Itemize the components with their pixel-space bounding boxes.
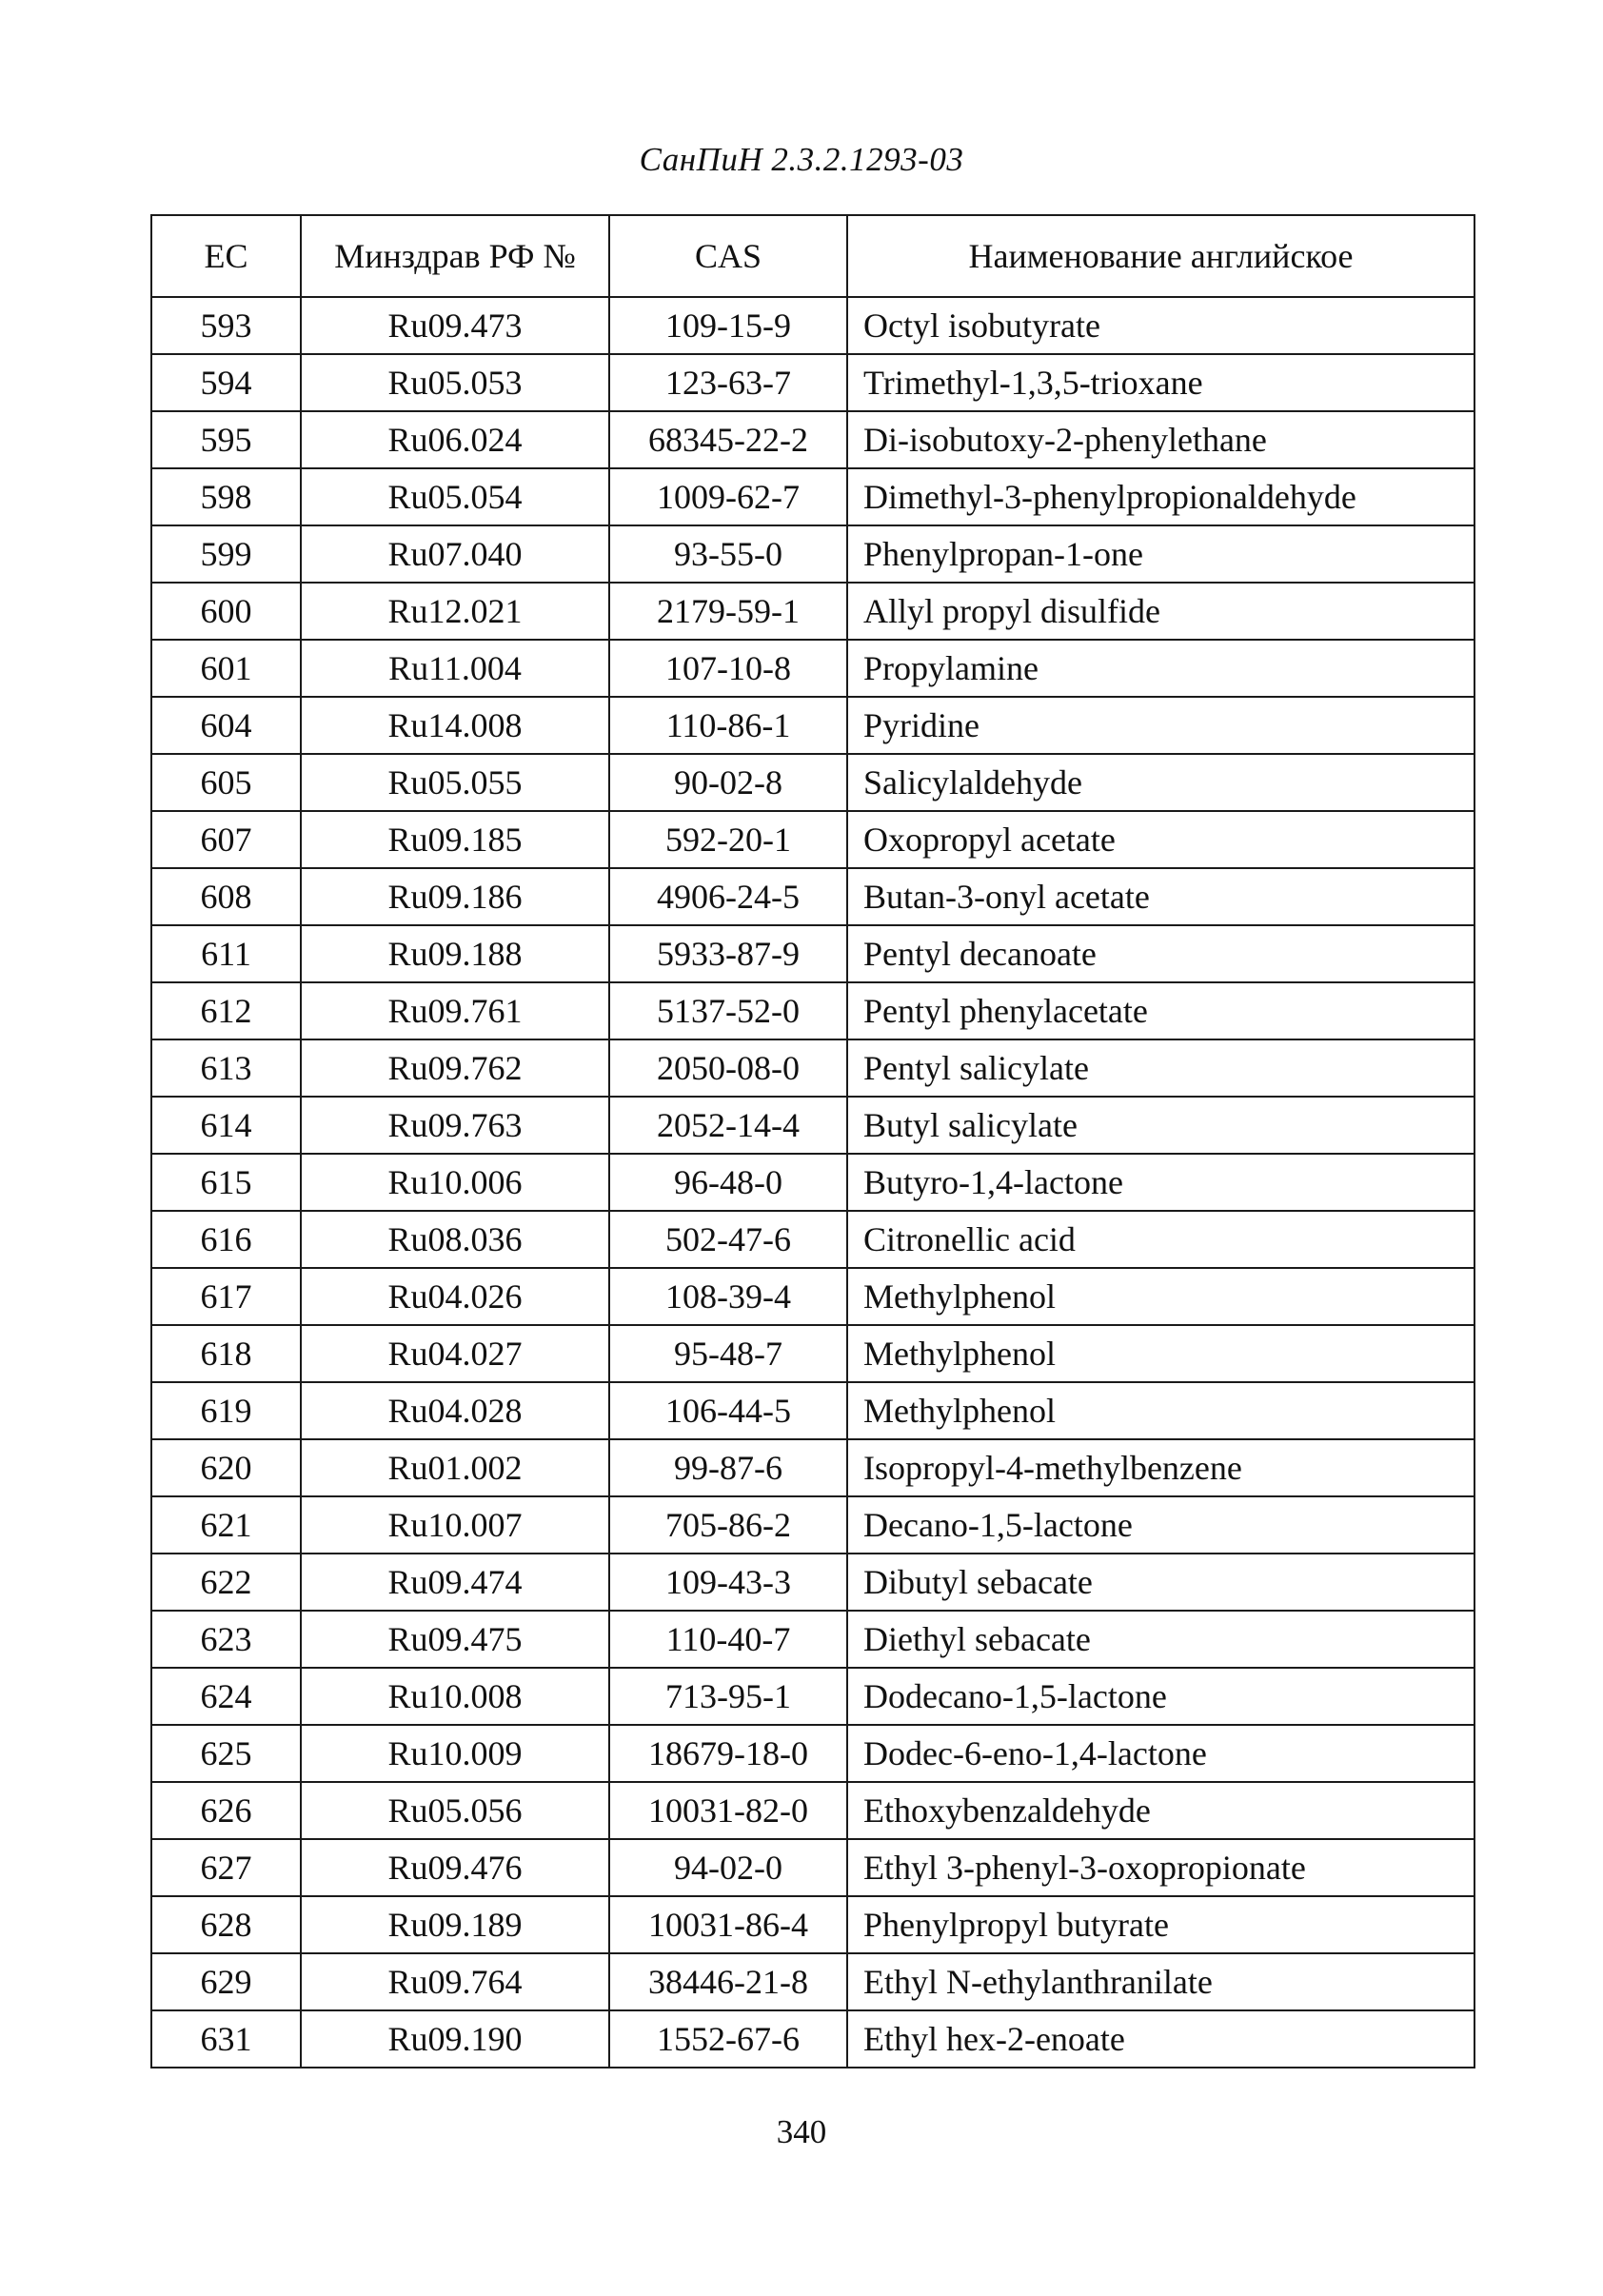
ec-cell: 613 (151, 1039, 301, 1097)
english-name-cell: Methylphenol (847, 1268, 1474, 1325)
table-row (151, 297, 1474, 354)
ec-cell: 601 (151, 640, 301, 697)
english-name-cell: Ethoxybenzaldehyde (847, 1782, 1474, 1839)
ec-cell: 631 (151, 2010, 301, 2068)
cas-cell: 502-47-6 (609, 1211, 847, 1268)
ec-cell: 621 (151, 1496, 301, 1554)
table-row (151, 583, 1474, 640)
english-name-cell: Pentyl phenylacetate (847, 982, 1474, 1039)
cas-cell: 705-86-2 (609, 1496, 847, 1554)
table-body (151, 297, 1474, 2068)
table-row (151, 411, 1474, 468)
table-row (151, 354, 1474, 411)
minzdrav-cell: Ru09.763 (301, 1097, 609, 1154)
ec-cell: 605 (151, 754, 301, 811)
cas-cell: 10031-82-0 (609, 1782, 847, 1839)
english-name-cell: Methylphenol (847, 1382, 1474, 1439)
ec-cell: 598 (151, 468, 301, 525)
table-row (151, 697, 1474, 754)
cas-cell: 99-87-6 (609, 1439, 847, 1496)
ec-cell: 623 (151, 1611, 301, 1668)
cas-cell: 110-86-1 (609, 697, 847, 754)
cas-cell: 96-48-0 (609, 1154, 847, 1211)
column-header-english-name: Наименование английское (847, 215, 1474, 297)
english-name-cell: Dimethyl-3-phenylpropionaldehyde (847, 468, 1474, 525)
cas-cell: 68345-22-2 (609, 411, 847, 468)
ec-cell: 612 (151, 982, 301, 1039)
ec-cell: 616 (151, 1211, 301, 1268)
ec-cell: 628 (151, 1896, 301, 1953)
table-row (151, 868, 1474, 925)
table-row (151, 1839, 1474, 1896)
cas-cell: 2179-59-1 (609, 583, 847, 640)
minzdrav-cell: Ru09.473 (301, 297, 609, 354)
english-name-cell: Octyl isobutyrate (847, 297, 1474, 354)
english-name-cell: Decano-1,5-lactone (847, 1496, 1474, 1554)
cas-cell: 713-95-1 (609, 1668, 847, 1725)
table-row (151, 1668, 1474, 1725)
table-row (151, 525, 1474, 583)
minzdrav-cell: Ru09.189 (301, 1896, 609, 1953)
cas-cell: 106-44-5 (609, 1382, 847, 1439)
table-row (151, 811, 1474, 868)
cas-cell: 18679-18-0 (609, 1725, 847, 1782)
minzdrav-cell: Ru07.040 (301, 525, 609, 583)
table-row (151, 1154, 1474, 1211)
minzdrav-cell: Ru09.762 (301, 1039, 609, 1097)
english-name-cell: Pentyl salicylate (847, 1039, 1474, 1097)
minzdrav-cell: Ru04.028 (301, 1382, 609, 1439)
ec-cell: 615 (151, 1154, 301, 1211)
english-name-cell: Phenylpropan-1-one (847, 525, 1474, 583)
table-row (151, 1325, 1474, 1382)
english-name-cell: Trimethyl-1,3,5-trioxane (847, 354, 1474, 411)
english-name-cell: Pyridine (847, 697, 1474, 754)
minzdrav-cell: Ru09.186 (301, 868, 609, 925)
minzdrav-cell: Ru10.008 (301, 1668, 609, 1725)
table-row (151, 1211, 1474, 1268)
ec-cell: 611 (151, 925, 301, 982)
minzdrav-cell: Ru11.004 (301, 640, 609, 697)
ec-cell: 604 (151, 697, 301, 754)
table-row (151, 1097, 1474, 1154)
english-name-cell: Butyl salicylate (847, 1097, 1474, 1154)
table-row (151, 982, 1474, 1039)
minzdrav-cell: Ru09.476 (301, 1839, 609, 1896)
cas-cell: 123-63-7 (609, 354, 847, 411)
cas-cell: 109-15-9 (609, 297, 847, 354)
english-name-cell: Propylamine (847, 640, 1474, 697)
minzdrav-cell: Ru06.024 (301, 411, 609, 468)
english-name-cell: Allyl propyl disulfide (847, 583, 1474, 640)
cas-cell: 4906-24-5 (609, 868, 847, 925)
minzdrav-cell: Ru09.475 (301, 1611, 609, 1668)
page-header: СанПиН 2.3.2.1293-03 (639, 141, 964, 178)
ec-cell: 593 (151, 297, 301, 354)
minzdrav-cell: Ru09.188 (301, 925, 609, 982)
cas-cell: 90-02-8 (609, 754, 847, 811)
cas-cell: 110-40-7 (609, 1611, 847, 1668)
minzdrav-cell: Ru08.036 (301, 1211, 609, 1268)
minzdrav-cell: Ru01.002 (301, 1439, 609, 1496)
ec-cell: 618 (151, 1325, 301, 1382)
minzdrav-cell: Ru09.764 (301, 1953, 609, 2010)
table-row (151, 2010, 1474, 2068)
cas-cell: 592-20-1 (609, 811, 847, 868)
cas-cell: 93-55-0 (609, 525, 847, 583)
minzdrav-cell: Ru04.027 (301, 1325, 609, 1382)
cas-cell: 108-39-4 (609, 1268, 847, 1325)
table-row (151, 1382, 1474, 1439)
english-name-cell: Butan-3-onyl acetate (847, 868, 1474, 925)
minzdrav-cell: Ru09.190 (301, 2010, 609, 2068)
english-name-cell: Butyro-1,4-lactone (847, 1154, 1474, 1211)
ec-cell: 608 (151, 868, 301, 925)
table-row (151, 1725, 1474, 1782)
cas-cell: 10031-86-4 (609, 1896, 847, 1953)
english-name-cell: Dibutyl sebacate (847, 1554, 1474, 1611)
table-row (151, 1439, 1474, 1496)
ec-cell: 607 (151, 811, 301, 868)
english-name-cell: Pentyl decanoate (847, 925, 1474, 982)
ec-cell: 625 (151, 1725, 301, 1782)
minzdrav-cell: Ru10.007 (301, 1496, 609, 1554)
column-header-cas: CAS (609, 215, 847, 297)
table-row (151, 468, 1474, 525)
english-name-cell: Citronellic acid (847, 1211, 1474, 1268)
english-name-cell: Di-isobutoxy-2-phenylethane (847, 411, 1474, 468)
ec-cell: 619 (151, 1382, 301, 1439)
ec-cell: 627 (151, 1839, 301, 1896)
english-name-cell: Isopropyl-4-methylbenzene (847, 1439, 1474, 1496)
substances-table (150, 214, 1475, 2068)
english-name-cell: Phenylpropyl butyrate (847, 1896, 1474, 1953)
minzdrav-cell: Ru05.054 (301, 468, 609, 525)
english-name-cell: Dodecano-1,5-lactone (847, 1668, 1474, 1725)
minzdrav-cell: Ru09.185 (301, 811, 609, 868)
column-header-minzdrav-number: Минздрав РФ № (301, 215, 609, 297)
table-row (151, 1611, 1474, 1668)
english-name-cell: Oxopropyl acetate (847, 811, 1474, 868)
cas-cell: 5933-87-9 (609, 925, 847, 982)
table-row (151, 754, 1474, 811)
minzdrav-cell: Ru05.053 (301, 354, 609, 411)
ec-cell: 620 (151, 1439, 301, 1496)
cas-cell: 107-10-8 (609, 640, 847, 697)
table-row (151, 640, 1474, 697)
english-name-cell: Ethyl hex-2-enoate (847, 2010, 1474, 2068)
minzdrav-cell: Ru05.056 (301, 1782, 609, 1839)
minzdrav-cell: Ru10.006 (301, 1154, 609, 1211)
cas-cell: 109-43-3 (609, 1554, 847, 1611)
cas-cell: 94-02-0 (609, 1839, 847, 1896)
english-name-cell: Methylphenol (847, 1325, 1474, 1382)
ec-cell: 594 (151, 354, 301, 411)
table-header (151, 215, 1474, 297)
table-row (151, 1896, 1474, 1953)
cas-cell: 1552-67-6 (609, 2010, 847, 2068)
minzdrav-cell: Ru09.761 (301, 982, 609, 1039)
header-row (151, 215, 1474, 297)
ec-cell: 629 (151, 1953, 301, 2010)
ec-cell: 595 (151, 411, 301, 468)
minzdrav-cell: Ru04.026 (301, 1268, 609, 1325)
table-row (151, 1782, 1474, 1839)
table-row (151, 1496, 1474, 1554)
minzdrav-cell: Ru10.009 (301, 1725, 609, 1782)
ec-cell: 622 (151, 1554, 301, 1611)
ec-cell: 617 (151, 1268, 301, 1325)
ec-cell: 599 (151, 525, 301, 583)
english-name-cell: Diethyl sebacate (847, 1611, 1474, 1668)
ec-cell: 626 (151, 1782, 301, 1839)
table-row (151, 925, 1474, 982)
minzdrav-cell: Ru05.055 (301, 754, 609, 811)
ec-cell: 600 (151, 583, 301, 640)
page-number: 340 (776, 2113, 827, 2150)
minzdrav-cell: Ru12.021 (301, 583, 609, 640)
cas-cell: 38446-21-8 (609, 1953, 847, 2010)
table-row (151, 1039, 1474, 1097)
table-row (151, 1268, 1474, 1325)
table-row (151, 1554, 1474, 1611)
cas-cell: 5137-52-0 (609, 982, 847, 1039)
cas-cell: 95-48-7 (609, 1325, 847, 1382)
ec-cell: 624 (151, 1668, 301, 1725)
english-name-cell: Dodec-6-eno-1,4-lactone (847, 1725, 1474, 1782)
cas-cell: 2050-08-0 (609, 1039, 847, 1097)
minzdrav-cell: Ru14.008 (301, 697, 609, 754)
table-row (151, 1953, 1474, 2010)
english-name-cell: Ethyl N-ethylanthranilate (847, 1953, 1474, 2010)
english-name-cell: Salicylaldehyde (847, 754, 1474, 811)
column-header-ec: ЕС (151, 215, 301, 297)
english-name-cell: Ethyl 3-phenyl-3-oxopropionate (847, 1839, 1474, 1896)
cas-cell: 2052-14-4 (609, 1097, 847, 1154)
cas-cell: 1009-62-7 (609, 468, 847, 525)
minzdrav-cell: Ru09.474 (301, 1554, 609, 1611)
ec-cell: 614 (151, 1097, 301, 1154)
